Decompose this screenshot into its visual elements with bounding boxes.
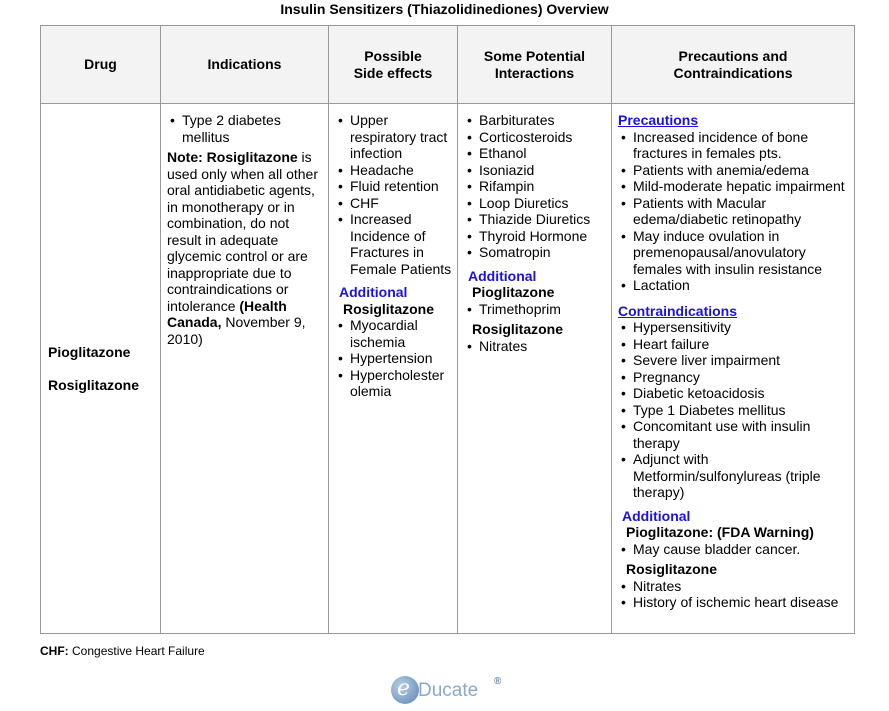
indications-cell [167, 112, 323, 347]
list-item: • Rifampin [464, 178, 609, 195]
note-date: November 9, 2010) [167, 314, 306, 347]
list-item: • Fluid retention [335, 178, 455, 195]
column-divider [328, 26, 329, 633]
list-item: • History of ischemic heart disease [618, 594, 854, 611]
list-item: • Diabetic ketoacidosis [618, 385, 854, 402]
note-text: is used only when all other oral antidiabetic agents, in monotherapy or in combination, do not result in adequate glycemic control or are inappropriate due to contraindications or intolerance [167, 149, 318, 314]
header-interactions: Some Potential Interactions [483, 47, 586, 81]
list-item: • May cause bladder cancer. [618, 541, 854, 558]
list-item: • Loop Diuretics [464, 195, 609, 212]
pioglitazone-precautions [618, 541, 854, 558]
list-item: • Nitrates [464, 338, 609, 355]
list-item: • Ethanol [464, 145, 609, 162]
list-item: • Increased Incidence of Fractures in Female Patients [335, 211, 455, 277]
contraindications-heading: Contraindications [618, 302, 738, 319]
interactions-cell [464, 112, 609, 354]
list-item: • Headache [335, 162, 455, 179]
rosiglitazone-heading: Rosiglitazone [472, 321, 564, 337]
pioglitazone-warning-heading: Pioglitazone: (FDA Warning) [626, 524, 814, 540]
list-item: • Thiazide Diuretics [464, 211, 609, 228]
list-item: • CHF [335, 195, 455, 212]
drug-name: Pioglitazone [48, 344, 131, 360]
header-drug: Drug [84, 56, 117, 72]
list-item: • Thyroid Hormone [464, 228, 609, 245]
overview-table [40, 25, 855, 634]
indication-note [167, 149, 323, 347]
list-item: • Barbiturates [464, 112, 609, 129]
list-item: • Isoniazid [464, 162, 609, 179]
list-item: • Lactation [618, 277, 854, 294]
list-item: • Patients with anemia/edema [618, 162, 854, 179]
list-item: • Pregnancy [618, 369, 854, 386]
precautions-heading: Precautions [618, 112, 699, 128]
list-item: • May induce ovulation in premenopausal/anovulatory females with insulin resistance [618, 228, 854, 278]
header-side-effects: Possible Side effects [353, 47, 433, 81]
additional-heading: Additional [622, 507, 691, 524]
rosiglitazone-interactions [464, 338, 609, 355]
list-item: • Mild-moderate hepatic impairment [618, 178, 854, 195]
rosiglitazone-heading: Rosiglitazone [626, 561, 718, 577]
list-item: • Myocardial ischemia [335, 317, 455, 350]
column-divider [160, 26, 161, 633]
column-divider [611, 26, 612, 633]
logo-text: Ducate [418, 680, 479, 701]
rosiglitazone-heading: Rosiglitazone [343, 300, 435, 317]
header-indications: Indications [207, 56, 282, 72]
list-item: • Heart failure [618, 336, 854, 353]
precautions-cell [618, 112, 854, 611]
list-item: • Corticosteroids [464, 129, 609, 146]
precautions-list [618, 129, 854, 294]
list-item: • Hypertension [335, 350, 455, 367]
rosiglitazone-precautions [618, 578, 854, 611]
logo-e: e [397, 676, 411, 701]
footnote [40, 644, 205, 659]
note-source: (Health Canada, [167, 297, 287, 330]
footnote-text: Congestive Heart Failure [68, 644, 205, 658]
pioglitazone-interactions [464, 301, 609, 318]
footnote-abbr: CHF: [40, 644, 69, 658]
list-item: • Increased incidence of bone fractures in females pts. [618, 129, 854, 162]
drug-list [48, 344, 158, 394]
list-item: • Type 1 Diabetes mellitus [618, 402, 854, 419]
side-effects-cell [335, 112, 455, 400]
drug-name: Rosiglitazone [48, 377, 140, 393]
list-item: • Severe liver impairment [618, 352, 854, 369]
additional-heading: Additional [339, 284, 408, 300]
list-item: • Nitrates [618, 578, 854, 595]
list-item: • Adjunct with Metformin/sulfonylureas (triple therapy) [618, 451, 854, 501]
pioglitazone-heading: Pioglitazone [472, 284, 555, 300]
indications-list [167, 112, 323, 145]
contraindications-list [618, 319, 854, 501]
list-item: • Hypercholester olemia [335, 367, 455, 400]
list-item: • Hypersensitivity [618, 319, 854, 336]
header-precautions: Precautions and Contraindications [673, 47, 793, 81]
registered-mark: ® [494, 676, 502, 687]
educate-logo [391, 674, 511, 706]
additional-heading: Additional [468, 267, 537, 284]
list-item: • Trimethoprim [464, 301, 609, 318]
page-title: Insulin Sensitizers (Thiazolidinediones) Overview [280, 1, 609, 17]
interactions-list [464, 112, 609, 261]
list-item: • Upper respiratory tract infection [335, 112, 455, 162]
list-item: • Concomitant use with insulin therapy [618, 418, 854, 451]
column-divider [457, 26, 458, 633]
list-item: • Patients with Macular edema/diabetic retinopathy [618, 195, 854, 228]
list-item: • Somatropin [464, 244, 609, 261]
side-effects-list [335, 112, 455, 277]
rosiglitazone-side-effects [335, 317, 455, 400]
list-item: • Type 2 diabetes mellitus [167, 112, 323, 145]
note-label: Note: Rosiglitazone [167, 149, 298, 165]
